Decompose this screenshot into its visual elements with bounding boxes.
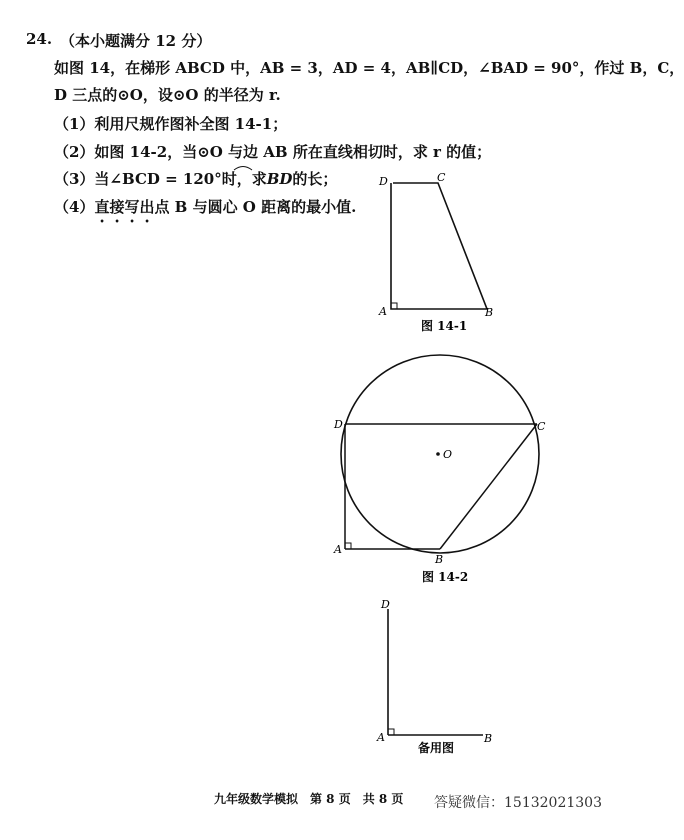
sub-question-2: （2）如图 14-2，当⊙O 与边 AB 所在直线相切时，求 r 的值； (54, 143, 492, 161)
sub-question-3-end: 的长； (292, 170, 338, 188)
label-b: B (484, 732, 493, 745)
question-stem-line1: 如图 14，在梯形 ABCD 中，AB = 3，AD = 4，AB∥CD，∠BAD = 90°，作过 B，C， (54, 59, 684, 77)
trapezoid-abcd (391, 183, 487, 309)
sub-question-1: （1）利用尺规作图补全图 14-1； (54, 115, 288, 133)
arc-symbol (234, 167, 252, 171)
figure-14-1 (378, 171, 493, 333)
contact-watermark: 答疑微信：15132021303 (434, 795, 602, 811)
question-number: 24. (26, 30, 53, 48)
figure-14-2 (333, 355, 546, 584)
center-point (436, 452, 440, 456)
label-c: C (537, 420, 546, 433)
figure-spare (376, 598, 492, 755)
sub-question-3-text: （3）当∠BCD = 120°时，求 (54, 170, 267, 188)
question-score-note: （本小题满分 12 分） (60, 32, 212, 50)
sub-question-4-prefix: （4） (54, 198, 95, 216)
label-a: A (379, 305, 387, 318)
label-b: B (435, 553, 444, 566)
right-angle-mark (345, 543, 351, 549)
label-d: D (381, 598, 390, 611)
question-stem-line2: D 三点的⊙O，设⊙O 的半径为 r. (54, 86, 281, 104)
right-angle-mark (391, 303, 397, 309)
label-d: D (379, 175, 388, 188)
right-angle-mark (388, 729, 394, 735)
label-o: O (443, 448, 453, 461)
emphasis-text: 直接写出 (94, 198, 155, 216)
label-d: D (334, 418, 343, 431)
label-b: B (485, 306, 494, 319)
label-c: C (437, 171, 446, 184)
label-a: A (377, 731, 385, 744)
segment-bc (440, 424, 537, 549)
circle-o (341, 355, 539, 553)
figure-caption-14-1: 图 14-1 (421, 319, 468, 333)
page-footer: 九年级数学模拟 第 8 页 共 8 页 (214, 792, 404, 806)
figure-caption-14-2: 图 14-2 (422, 570, 469, 584)
sub-question-4-text: 点 B 与圆心 O 距离的最小值. (154, 198, 357, 216)
arc-bd-label: BD (266, 170, 293, 188)
label-a: A (334, 543, 342, 556)
figure-caption-spare: 备用图 (418, 741, 455, 755)
